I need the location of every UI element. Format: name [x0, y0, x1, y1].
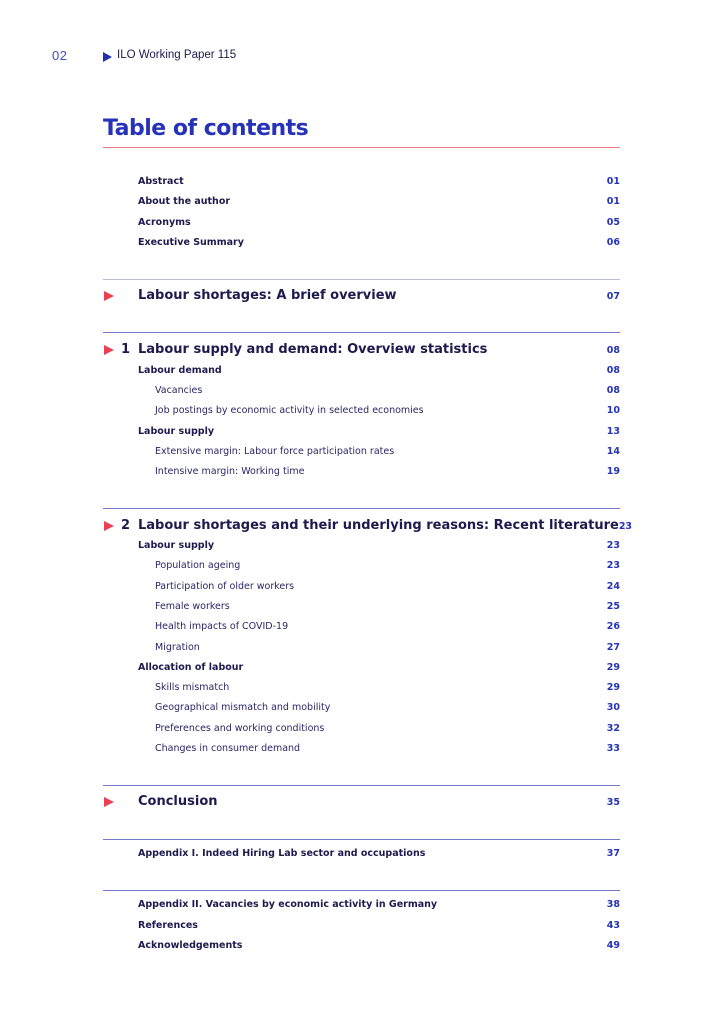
toc-entry-label: Labour demand: [138, 365, 222, 376]
toc-entry-extensive-margin[interactable]: [155, 446, 620, 457]
toc-entry-label: Vacancies: [155, 385, 203, 396]
toc-entry-page: 38: [606, 899, 620, 910]
toc-entry-label: Health impacts of COVID-19: [155, 621, 289, 632]
toc-entry-migration[interactable]: [155, 642, 620, 653]
toc-entry-job-postings[interactable]: [155, 405, 620, 416]
toc-entry-acronyms[interactable]: [138, 217, 620, 228]
toc-entry-page: 29: [606, 662, 620, 673]
toc-entry-label: Geographical mismatch and mobility: [155, 702, 331, 713]
toc-entry-allocation-labour[interactable]: [138, 662, 620, 673]
toc-entry-female-workers[interactable]: [155, 601, 620, 612]
toc-entry-label: Acknowledgements: [138, 940, 243, 951]
toc-chapter-1[interactable]: [138, 342, 620, 357]
toc-entry-preferences[interactable]: [155, 723, 620, 734]
toc-entry-health-covid[interactable]: [155, 621, 620, 632]
toc-entry-label: Population ageing: [155, 560, 241, 571]
toc-chapter-label: Conclusion: [138, 794, 218, 809]
toc-chapter-page: 23: [618, 521, 633, 532]
toc-entry-page: 13: [606, 426, 620, 437]
chapter-arrow-icon: [104, 797, 114, 807]
section-divider: [103, 839, 620, 840]
toc-chapter-label: Labour shortages and their underlying reasons: Recent literature: [138, 518, 619, 533]
running-title: ILO Working Paper 115: [117, 49, 237, 61]
toc-entry-page: 06: [606, 237, 620, 248]
toc-chapter-2[interactable]: [138, 518, 633, 533]
toc-entry-appendix-1[interactable]: [138, 848, 620, 859]
toc-entry-label: About the author: [138, 196, 231, 207]
toc-chapter-intro[interactable]: [138, 288, 620, 303]
toc-entry-references[interactable]: [138, 920, 620, 931]
section-divider: [103, 785, 620, 786]
toc-entry-label: Appendix I. Indeed Hiring Lab sector and occupations: [138, 848, 426, 859]
toc-entry-appendix-2[interactable]: [138, 899, 620, 910]
chapter-number: 1: [121, 342, 131, 357]
toc-entry-labour-supply-2[interactable]: [138, 540, 620, 551]
toc-entry-label: Participation of older workers: [155, 581, 295, 592]
toc-entry-geographical-mismatch[interactable]: [155, 702, 620, 713]
toc-entry-page: 37: [606, 848, 620, 859]
toc-entry-older-workers[interactable]: [155, 581, 620, 592]
toc-entry-page: 27: [606, 642, 620, 653]
toc-entry-page: 10: [606, 405, 620, 416]
toc-entry-label: Abstract: [138, 176, 184, 187]
toc-entry-skills-mismatch[interactable]: [155, 682, 620, 693]
toc-entry-acknowledgements[interactable]: [138, 940, 620, 951]
toc-chapter-page: 35: [606, 797, 620, 808]
toc-entry-label: Appendix II. Vacancies by economic activity in Germany: [138, 899, 438, 910]
toc-entry-page: 43: [606, 920, 620, 931]
toc-entry-vacancies[interactable]: [155, 385, 620, 396]
toc-entry-page: 05: [606, 217, 620, 228]
toc-entry-label: Acronyms: [138, 217, 191, 228]
section-divider: [103, 508, 620, 509]
section-divider: [103, 332, 620, 333]
toc-entry-executive-summary[interactable]: [138, 237, 620, 248]
toc-entry-label: Executive Summary: [138, 237, 244, 248]
toc-entry-label: Labour supply: [138, 426, 215, 437]
toc-entry-page: 14: [606, 446, 620, 457]
section-divider: [103, 890, 620, 891]
toc-entry-label: Job postings by economic activity in selected economies: [155, 405, 424, 416]
toc-entry-page: 08: [606, 365, 620, 376]
toc-entry-page: 32: [606, 723, 620, 734]
toc-entry-label: Skills mismatch: [155, 682, 230, 693]
chapter-arrow-icon: [104, 521, 114, 531]
toc-entry-label: Extensive margin: Labour force participation rates: [155, 446, 395, 457]
toc-entry-abstract[interactable]: [138, 176, 620, 187]
toc-entry-label: Changes in consumer demand: [155, 743, 301, 754]
page-number: 02: [52, 48, 68, 63]
toc-entry-page: 49: [606, 940, 620, 951]
toc-entry-page: 24: [606, 581, 620, 592]
toc-entry-label: Female workers: [155, 601, 230, 612]
toc-entry-page: 19: [606, 466, 620, 477]
toc-entry-page: 29: [606, 682, 620, 693]
toc-chapter-label: Labour supply and demand: Overview statistics: [138, 342, 488, 357]
toc-entry-intensive-margin[interactable]: [155, 466, 620, 477]
toc-chapter-page: 08: [606, 345, 620, 356]
toc-chapter-conclusion[interactable]: [138, 794, 620, 809]
toc-entry-label: Labour supply: [138, 540, 215, 551]
toc-entry-population-ageing[interactable]: [155, 560, 620, 571]
toc-chapter-page: 07: [606, 291, 620, 302]
toc-entry-page: 30: [606, 702, 620, 713]
toc-entry-page: 26: [606, 621, 620, 632]
header-arrow-icon: [103, 52, 112, 62]
toc-entry-label: Allocation of labour: [138, 662, 244, 673]
toc-entry-page: 23: [606, 560, 620, 571]
toc-entry-page: 25: [606, 601, 620, 612]
toc-entry-label: Migration: [155, 642, 200, 653]
chapter-arrow-icon: [104, 345, 114, 355]
toc-entry-label: Preferences and working conditions: [155, 723, 325, 734]
page-title: Table of contents: [103, 116, 309, 141]
section-divider: [103, 279, 620, 280]
toc-entry-page: 01: [606, 196, 620, 207]
toc-entry-page: 23: [606, 540, 620, 551]
chapter-arrow-icon: [104, 291, 114, 301]
toc-entry-label: Intensive margin: Working time: [155, 466, 305, 477]
toc-entry-about-author[interactable]: [138, 196, 620, 207]
toc-entry-consumer-demand[interactable]: [155, 743, 620, 754]
toc-entry-labour-supply[interactable]: [138, 426, 620, 437]
toc-entry-labour-demand[interactable]: [138, 365, 620, 376]
title-divider: [103, 147, 620, 148]
toc-entry-page: 08: [606, 385, 620, 396]
toc-entry-page: 33: [606, 743, 620, 754]
toc-chapter-label: Labour shortages: A brief overview: [138, 288, 397, 303]
toc-entry-label: References: [138, 920, 198, 931]
toc-entry-page: 01: [606, 176, 620, 187]
chapter-number: 2: [121, 518, 131, 533]
